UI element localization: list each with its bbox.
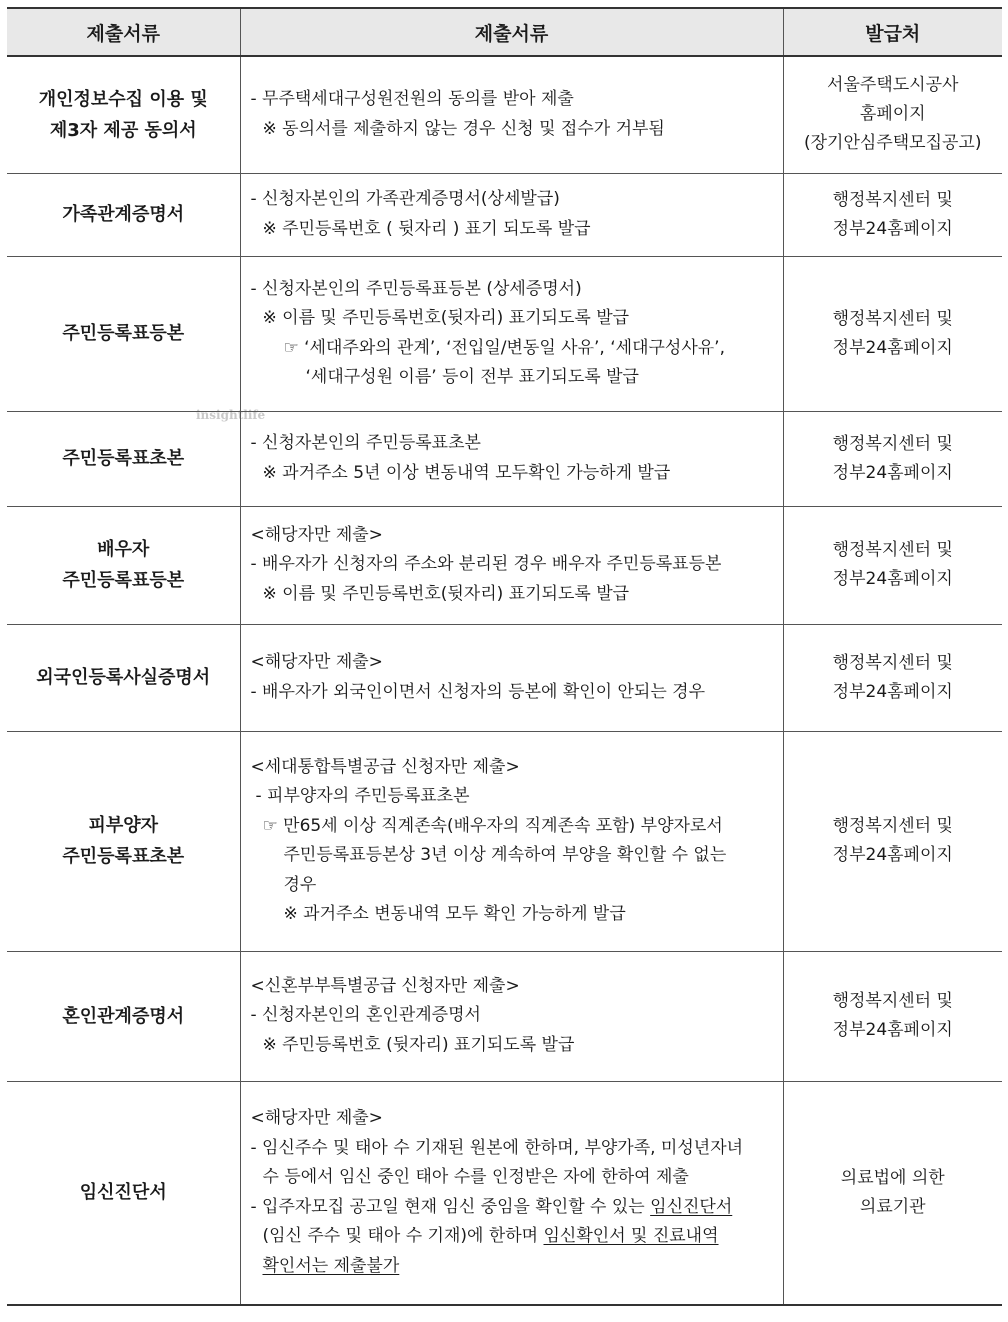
document-name: 주민등록표초본 — [7, 411, 240, 506]
issuer-cell: 행정복지센터 및 정부24홈페이지 — [783, 173, 1002, 256]
table-row — [7, 731, 1002, 951]
table-row — [7, 411, 1002, 506]
document-name: 주민등록표등본 — [7, 256, 240, 411]
document-name: 혼인관계증명서 — [7, 951, 240, 1081]
document-details: - 신청자본인의 주민등록표초본 ※ 과거주소 5년 이상 변동내역 모두확인 가능하게 발급 — [240, 411, 783, 506]
document-details: <신혼부부특별공급 신청자만 제출> - 신청자본인의 혼인관계증명서 ※ 주민등록번호 (뒷자리) 표기되도록 발급 — [240, 951, 783, 1081]
issuer-cell: 행정복지센터 및 정부24홈페이지 — [783, 506, 1002, 624]
underlined-text: 임신확인서 및 진료내역 — [543, 1226, 719, 1247]
document-name: 임신진단서 — [7, 1081, 240, 1305]
issuer-cell: 행정복지센터 및 정부24홈페이지 — [783, 411, 1002, 506]
document-name: 외국인등록사실증명서 — [7, 624, 240, 731]
document-name: 개인정보수집 이용 및 제3자 제공 동의서 — [7, 56, 240, 173]
table-row — [7, 624, 1002, 731]
issuer-cell: 의료법에 의한 의료기관 — [783, 1081, 1002, 1305]
document-details: - 무주택세대구성원전원의 동의를 받아 제출 ※ 동의서를 제출하지 않는 경우 신청 및 접수가 거부됨 — [240, 56, 783, 173]
table-row — [7, 506, 1002, 624]
table-row — [7, 173, 1002, 256]
document-details: - 신청자본인의 주민등록표등본 (상세증명서) ※ 이름 및 주민등록번호(뒷자리) 표기되도록 발급 ☞ ‘세대주와의 관계’, ‘전입일/변동일 사유’, ‘세대구성사유’, ‘세대구성원 이름’ 등이 전부 표기되도록 발급 — [240, 256, 783, 411]
header-issuer: 발급처 — [783, 8, 1002, 56]
header-document: 제출서류 — [7, 8, 240, 56]
document-name: 가족관계증명서 — [7, 173, 240, 256]
underlined-text: 확인서는 제출불가 — [262, 1255, 400, 1276]
document-details: <해당자만 제출> - 배우자가 신청자의 주소와 분리된 경우 배우자 주민등록표등본 ※ 이름 및 주민등록번호(뒷자리) 표기되도록 발급 — [240, 506, 783, 624]
table-header-row — [7, 8, 1002, 56]
header-details: 제출서류 — [240, 8, 783, 56]
document-table — [7, 7, 1002, 1306]
issuer-cell: 행정복지센터 및 정부24홈페이지 — [783, 624, 1002, 731]
table-row — [7, 951, 1002, 1081]
issuer-cell: 서울주택도시공사 홈페이지 (장기안심주택모집공고) — [783, 56, 1002, 173]
issuer-cell: 행정복지센터 및 정부24홈페이지 — [783, 256, 1002, 411]
table-row — [7, 256, 1002, 411]
issuer-cell: 행정복지센터 및 정부24홈페이지 — [783, 731, 1002, 951]
document-details: - 신청자본인의 가족관계증명서(상세발급) ※ 주민등록번호 ( 뒷자리 ) 표기 되도록 발급 — [240, 173, 783, 256]
document-name: 배우자 주민등록표등본 — [7, 506, 240, 624]
underlined-text: 임신진단서 — [650, 1196, 733, 1217]
document-details: <해당자만 제출> - 배우자가 외국인이면서 신청자의 등본에 확인이 안되는 경우 — [240, 624, 783, 731]
table-row — [7, 1081, 1002, 1305]
issuer-cell: 행정복지센터 및 정부24홈페이지 — [783, 951, 1002, 1081]
document-details: <세대통합특별공급 신청자만 제출> - 피부양자의 주민등록표초본 ☞ 만65세 이상 직계존속(배우자의 직계존속 포함) 부양자로서 주민등록표등본상 3년 이상 계속하여 부양을 확인할 수 없는 경우 ※ 과거주소 변동내역 모두 확인 가능하게 발급 — [240, 731, 783, 951]
table-row — [7, 56, 1002, 173]
watermark-text: insightlife — [196, 408, 266, 422]
document-details: <해당자만 제출> - 임신주수 및 태아 수 기재된 원본에 한하며, 부양가족, 미성년자녀 수 등에서 임신 중인 태아 수를 인정받은 자에 한하여 제출 - 입주자모집 공고일 현재 임신 중임을 확인할 수 있는 임신진단서 (임신 주수 및 태아 수 기재)에 한하며 임신확인서 및 진료내역 확인서는 제출불가 — [240, 1081, 783, 1305]
document-name: 피부양자 주민등록표초본 — [7, 731, 240, 951]
